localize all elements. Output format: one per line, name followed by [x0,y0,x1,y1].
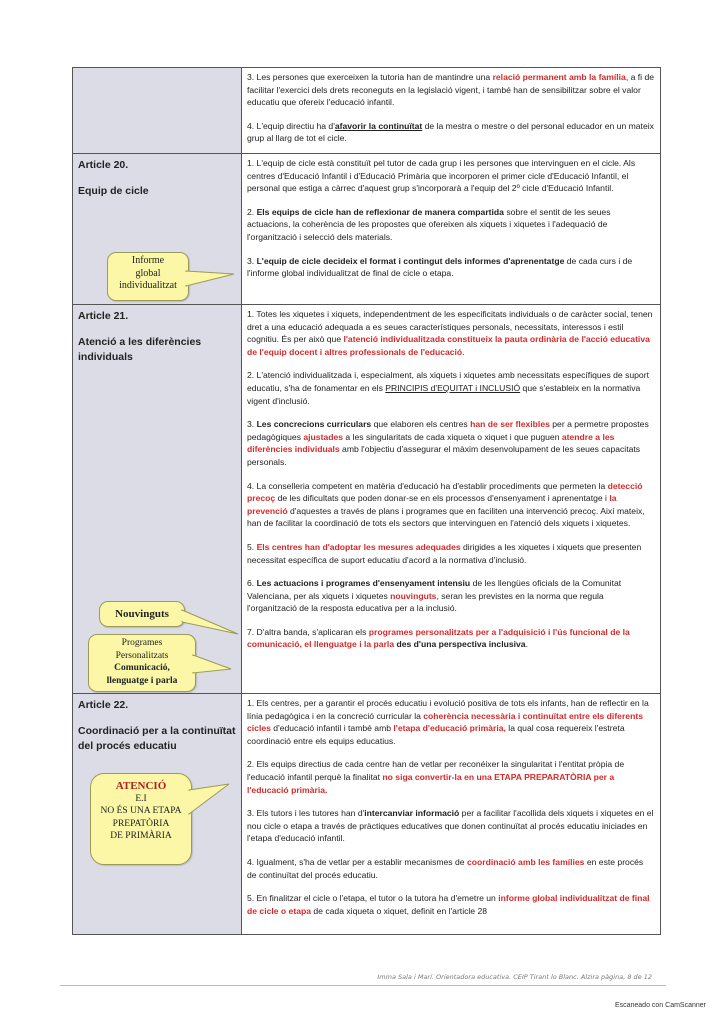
text-segment: de les llengües oficials de la Comunitat Valenciana, per als xiquets i xiquetes [247,578,622,601]
text-segment: d'educació infantil i també amb [270,723,394,734]
callout-line: Programes [121,638,163,648]
text-segment: , seran les previstes en la norma que regula l'organització de la resposta educativa per a la inclusió. [247,590,604,614]
callout-line: global [135,267,161,279]
text-segment: 3. [247,419,257,430]
text-segment: amb l'objectiu d'assegurar el màxim desenvolupament de les seues capacitats personals. [247,444,641,467]
article-paragraph [247,369,654,407]
highlighted-text: atendre a les diferències individuals [247,431,615,455]
text-segment: . [462,346,465,357]
text-segment: 1. Totes les xiquetes i xiquets, independentment de les especificitats individuals o de caràcter social, tenen dret a una educació adequada a es seues característiques personals, necessitats, interessos i estil cognitiu. És per això que [247,309,653,345]
callout-line: NO ÉS UNA ETAPA [100,806,182,816]
text-segment: 5. En finalitzar el cicle o l'etapa, el tutor o la tutora ha d'emetre un [247,893,499,904]
article-paragraph [247,758,654,796]
highlighted-text: no siga convertir-la en una ETAPA PREPARATÒRIA per a l'educació primària. [247,771,615,795]
callout-atencio [90,773,192,865]
callout-pointer-icon [193,655,233,685]
highlighted-text: l'atenció individualitzada constitueix la pauta ordinària de l'acció educativa de l'equip docent i altres professionals de l'educació [247,334,650,357]
emphasized-text: des d'una perspectiva inclusiva [394,639,526,650]
emphasized-text: Les concrecions curriculars [256,419,372,430]
emphasized-text: L'equip de cicle decideix el format i contingut dels informes d'aprenentatge [256,255,565,266]
text-segment: la qual cosa requereix l'estreta coordinació entre els equips educatius. [247,723,625,746]
text-segment: 2. [247,206,257,217]
highlighted-text: Els centres han d'adoptar les mesures adequades [256,541,461,552]
article-paragraph [247,856,654,881]
article-paragraph [247,206,654,244]
text-segment: en este procés de continuïtat del procés educatiu. [247,856,644,880]
text-segment: 3. [247,255,257,266]
table-row [73,68,661,154]
text-segment: de la mestra o mestre o del personal educador en un mateix grup al llarg de tot el cicle. [247,120,654,144]
callout-pointer-icon [189,784,239,824]
article-paragraph [247,892,654,917]
callout-programes-personalitzats [88,634,196,692]
article-paragraph [247,577,654,615]
article-number: Article 21. [78,310,129,322]
text-segment: , a fi de facilitar l'exercici dels drets reconeguts en la legislació vigent, i també han de sensibilitzar sobre el valor educatiu que ofereix l'educació infantil. [247,72,655,108]
article-paragraph [247,120,654,145]
text-segment: dirigides a les xiquetes i xiquets que presenten necessitat específica de suport educatiu d'acord a la normativa d'inclusió. [247,541,642,565]
text-segment: a les singularitats de cada xiqueta o xiquet i que puguen [343,431,562,442]
callout-line: PREPATÒRIA [112,818,170,829]
article-heading-cell [73,68,242,154]
highlighted-text: programes personalitzats per a l'adquisició i l'ús funcional de la comunicació, el llenguatge i la parla [247,626,630,650]
text-segment: de les dificultats que poden donar-se en els processos d'ensenyament i aprenentatge i [275,493,610,504]
callout-heading: ATENCIÓ [115,780,167,792]
footer-text: Imma Sala i Marí. Orientadora educativa. CEIP Tirant lo Blanc. Alzira pàgina, 8 de 12 [377,973,652,981]
callout-line: E.I [135,793,147,804]
text-segment: 4. Igualment, s'ha de vetlar per a establir mecanismes de [247,856,467,867]
text-segment: d'aquestes a través de plans i programes que en faciliten una intervenció precoç. Així mateix, han de facilitar la coordinació de tots els sectors que intervinguen en l'atenció dels xiquets i xiquetes. [247,505,645,529]
callout-line: Informe [131,255,165,266]
article-title: Equip de cicle [78,185,149,197]
highlighted-text: informe global individualitzat de final de cicle o etapa [247,893,650,916]
article-body-cell [242,305,661,694]
text-segment: 3. Les persones que exerceixen la tutoria han de mantindre una [247,72,493,82]
article-body-cell [242,154,661,305]
text-segment: 2. Els equips directius de cada centre han de vetlar per reconéixer la singularitat i l'entitat pròpia de l'educació infantil perquè la finalitat [247,759,625,782]
scanner-watermark: Escaneado con CamScanner [614,1002,706,1009]
emphasized-text: PRINCIPIS d'EQUITAT i INCLUSIÓ [385,382,521,393]
callout-line: Personalitzats [115,650,169,661]
article-paragraph [247,255,654,280]
callout-line: llenguatge i parla [106,675,178,686]
article-paragraph [247,541,654,566]
article-paragraph [247,807,654,845]
callout-line: Comunicació, [114,663,170,673]
text-segment: 4. L'equip directiu ha d' [247,120,335,131]
text-segment: 5. [247,541,257,552]
highlighted-text: la prevenció [247,493,617,516]
article-paragraph [247,157,654,195]
article-paragraph [247,626,654,651]
text-segment: 4. La conselleria competent en matèria d'educació ha d'establir procediments que permeten la [247,480,608,491]
highlighted-text: l'etapa d'educació primària, [393,723,506,734]
callout-informe-global [107,252,189,301]
article-paragraph [247,71,654,109]
text-segment: sobre el sentit de les seues actuacions, la coherència de les propostes que ofereixen als xiquets i xiquetes i l'adequació de l'organització i selecció dels materials. [247,206,611,242]
highlighted-text: coherència necessària i continuïtat entre els diferents cicles [247,710,643,734]
emphasized-text: Els equips de cicle han de reflexionar de manera compartida [256,206,504,217]
article-body-cell [242,68,661,154]
text-segment: 1. L'equip de cicle està constituït pel tutor de cada grup i les persones que intervinguen en el cicle. Als centres d'Educació Infantil i d'Educació Primària que incorporen el primer cicle d'Educació Infantil, el personal que estiga a càrrec d'aquest grup s'incorporarà a l'equip del 2º cicle d'Educació Infantil. [247,158,636,194]
article-body-cell [242,694,661,935]
article-title: Atenció a les diferències individuals [78,336,202,363]
article-paragraph [247,697,654,747]
text-segment: per a facilitar l'acollida dels xiquets i xiquetes en el nou cicle o etapa a través de pràctiques educatives que donen continuïtat al procés educatiu iniciades en l'etapa d'educació infantil. [247,808,654,844]
article-paragraph [247,418,654,468]
callout-pointer-icon [186,268,236,288]
text-segment: de cada xiqueta o xiquet, definit en l'article 28 [311,905,488,916]
article-title: Coordinació per a la continuïtat del procés educatiu [78,725,236,752]
footer-divider [60,985,666,986]
text-segment: 1. Els centres, per a garantir el procés educatiu i evolució positiva de tots els infants, han de reflectir en la línia pedagògica i en la concreció curricular la [247,698,649,721]
highlighted-text: detecció precoç [247,480,643,504]
text-segment: que elaboren els centres [371,419,471,430]
article-paragraph [247,308,654,358]
text-segment: 3. Els tutors i les tutores han d' [247,808,365,819]
highlighted-text: ajustades [303,431,344,442]
text-segment: . [525,639,528,650]
emphasized-text: intercanviar informació [364,808,460,819]
text-segment: de cada curs i de l'informe global individualitzat de final de cicle o etapa. [247,255,633,279]
callout-line: DE PRIMÀRIA [110,831,172,841]
text-segment: 2. L'atenció individualitzada i, especialment, als xiquets i xiquetes amb necessitats específiques de suport educatiu, s'ha de fonamentar en els [247,370,649,393]
article-number: Article 20. [78,159,129,171]
highlighted-text: relació permanent amb la família [492,72,626,82]
emphasized-text: afavorir la continuïtat [334,120,423,131]
article-paragraph [247,480,654,530]
text-segment: 7. D'altra banda, s'aplicaran els [247,626,369,637]
article-number: Article 22. [78,699,129,711]
text-segment: que s'estableix en la normativa vigent d'inclusió. [247,382,641,406]
highlighted-text: coordinació amb les famílies [466,856,585,867]
callout-line: individualitzat [119,280,177,291]
callout-nouvinguts [99,601,185,627]
callout-line: Nouvinguts [115,608,169,620]
highlighted-text: han de ser flexibles [470,419,550,430]
text-segment: per a permetre propostes pedagògiques [247,419,649,442]
emphasized-text: Les actuacions i programes d'ensenyament intensiu [256,578,471,589]
text-segment: 6. [247,578,257,589]
highlighted-text: nouvinguts [390,590,437,601]
